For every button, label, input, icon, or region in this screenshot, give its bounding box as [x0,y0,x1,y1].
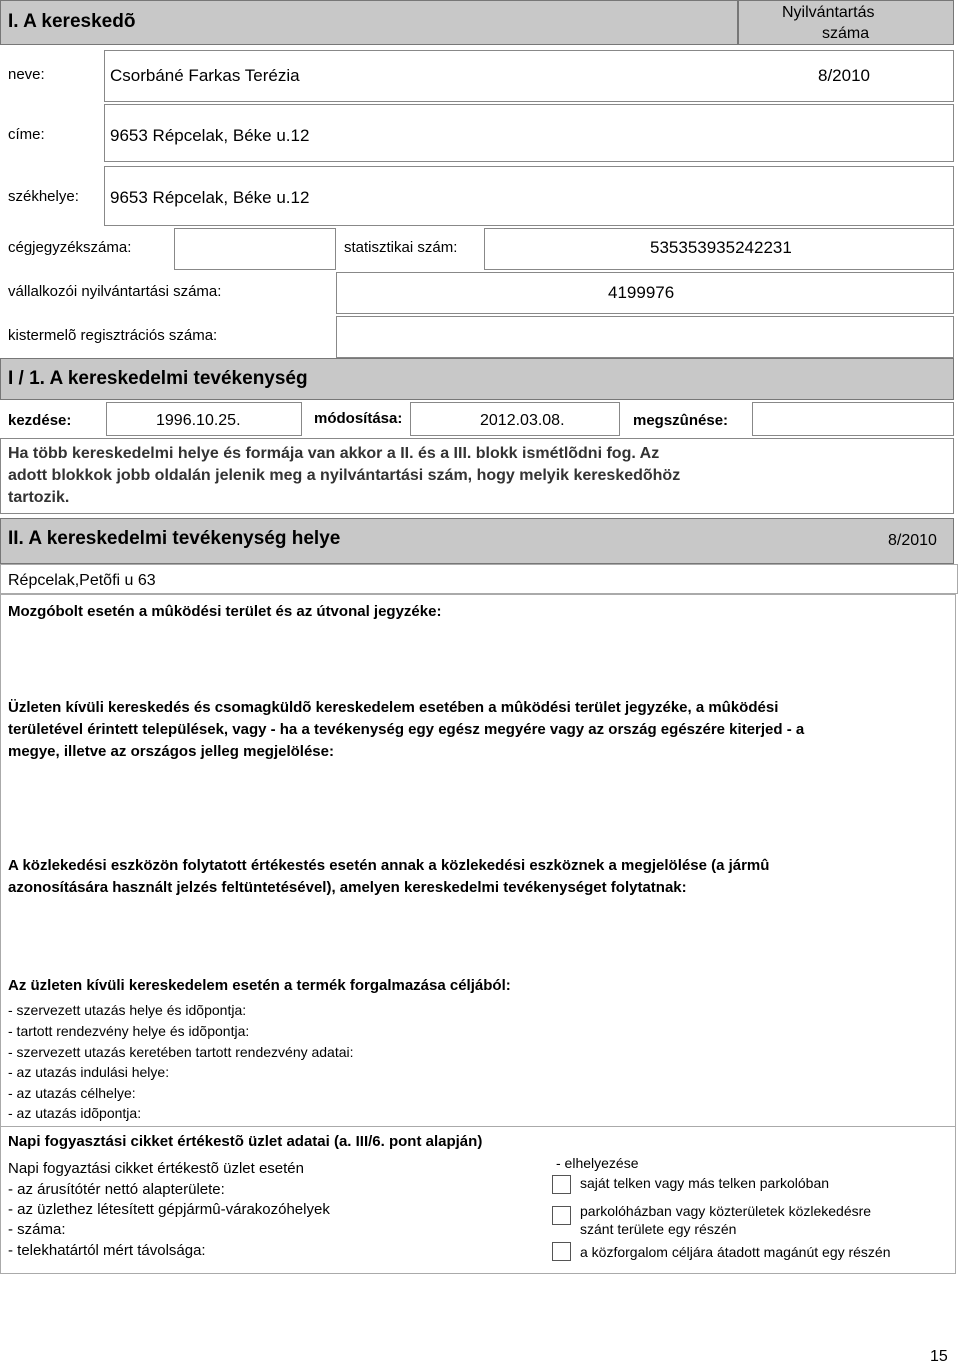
promo-title: Az üzleten kívüli kereskedelem esetén a termék forgalmazása céljából: [8,977,511,994]
option3-checkbox[interactable] [552,1242,571,1261]
seat-value: 9653 Répcelak, Béke u.12 [110,188,310,207]
food-item: - az árusítótér nettó alapterülete: [8,1181,225,1198]
promo-item: - az utazás idõpontja: [8,1105,142,1121]
reg-number: 8/2010 [818,66,870,85]
option1-checkbox[interactable] [552,1175,571,1194]
option3-label: a közforgalom céljára átadott magánút egy részén [580,1244,891,1260]
producer-field [336,316,954,358]
location-title: II. A kereskedelmi tevékenység helye [8,528,341,549]
promo-item: - az utazás indulási helye: [8,1064,170,1080]
section-title: I. A kereskedõ [8,11,136,32]
promo-item: - szervezett utazás helye és idõpontja: [8,1002,247,1018]
location-value: Répcelak,Petõfi u 63 [8,572,156,589]
food-item: - az üzlethez létesített gépjármû-várakozóhelyek [8,1201,330,1218]
start-value: 1996.10.25. [156,412,241,429]
note-line1: Ha több kereskedelmi helye és formája van akkor a II. és a III. blokk ismétlõdni fog. Az [8,445,660,462]
location-reg-number: 8/2010 [888,532,937,549]
divider [0,1126,956,1127]
promo-item: - szervezett utazás keretében tartott rendezvény adatai: [8,1044,354,1060]
food-item: - száma: [8,1221,66,1238]
food-item: - telekhatártól mért távolsága: [8,1242,206,1259]
option2-checkbox[interactable] [552,1206,571,1225]
mobile-label: Mozgóbolt esetén a mûködési terület és az útvonal jegyzéke: [8,603,442,620]
producer-label: kistermelõ regisztrációs száma: [8,327,218,344]
seat-label: székhelye: [8,188,79,205]
page-number: 15 [930,1348,948,1365]
stat-label: statisztikai szám: [344,239,458,256]
mod-label: módosítása: [314,410,403,427]
vehicle-line2: azonosítására használt jelzés feltüntetésével), amelyen kereskedelmi tevékenységet folytatnak: [8,879,687,896]
promo-item: - tartott rendezvény helye és idõpontja: [8,1023,250,1039]
reg-number-header-line2: száma [822,25,870,42]
vehicle-line1: A közlekedési eszközön folytatott értékestés esetén annak a közlekedési eszköznek a megjelölése (a jármû [8,857,770,874]
address-label: címe: [8,126,45,143]
activity-title: I / 1. A kereskedelmi tevékenység [8,368,308,389]
offstore-line1: Üzleten kívüli kereskedés és csomagküldõ kereskedelem esetében a mûködési terület jegyzéke, a mûködési [8,699,779,716]
option2-label-line2: szánt területe egy részén [580,1221,737,1237]
reg-number-header-line1: Nyilvántartás [782,4,875,21]
end-label: megszûnése: [633,412,729,429]
mod-value: 2012.03.08. [480,412,565,429]
company-reg-field [174,228,336,270]
entrepreneur-label: vállalkozói nyilvántartási száma: [8,283,222,300]
note-line3: tartozik. [8,489,70,506]
start-label: kezdése: [8,412,72,429]
note-line2: adott blokkok jobb oldalán jelenik meg a nyilvántartási szám, hogy melyik kereskedõhöz [8,467,681,484]
offstore-line3: megye, illetve az országos jelleg megjelölése: [8,743,334,760]
name-label: neve: [8,66,45,83]
company-reg-label: cégjegyzékszáma: [8,239,132,256]
option1-label: saját telken vagy más telken parkolóban [580,1175,830,1191]
food-title: Napi fogyasztási cikket értékestõ üzlet adatai (a. III/6. pont alapján) [8,1133,483,1150]
food-item: Napi fogyaztási cikket értékestõ üzlet esetén [8,1160,304,1177]
name-value: Csorbáné Farkas Terézia [110,66,300,85]
entrepreneur-value: 4199976 [608,283,675,302]
placement-label: - elhelyezése [556,1155,639,1171]
address-value: 9653 Répcelak, Béke u.12 [110,126,310,145]
option2-label-line1: parkolóházban vagy közterületek közlekedésre [580,1203,872,1219]
promo-item: - az utazás célhelye: [8,1085,136,1101]
offstore-line2: területével érintett települések, vagy - ha a tevékenység egy egész megyére vagy az ország egészére kiterjed - a [8,721,805,738]
end-field [752,402,954,436]
stat-value: 535353935242231 [650,238,792,257]
